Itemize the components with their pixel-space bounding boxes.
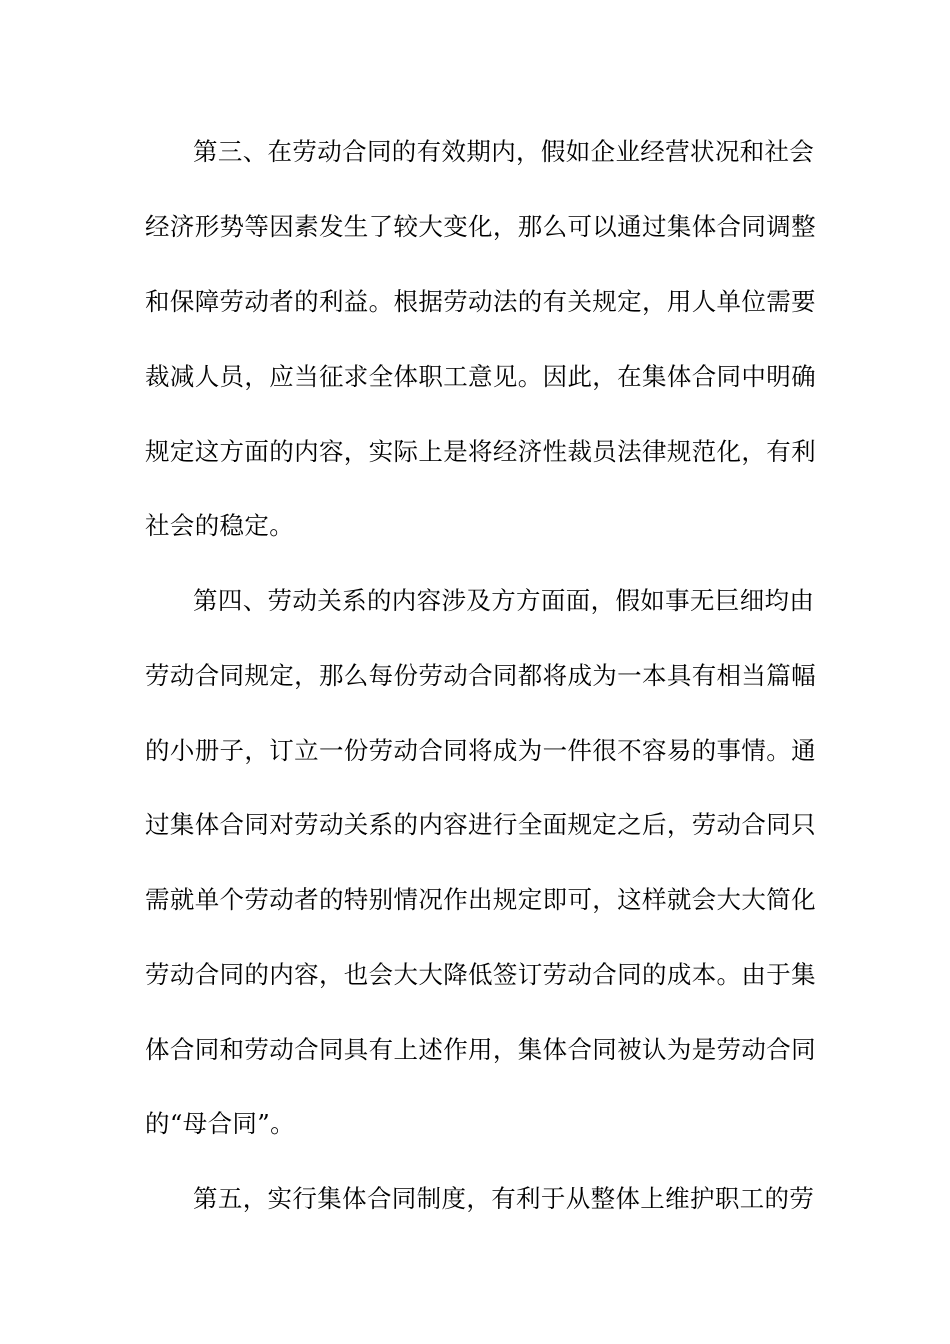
paragraph-3-line-3: 和保障劳动者的利益。根据劳动法的有关规定，用人单位需要 xyxy=(145,287,816,316)
paragraph-3-line-2: 经济形势等因素发生了较大变化，那么可以通过集体合同调整 xyxy=(145,212,816,241)
paragraph-3-line-6: 社会的稳定。 xyxy=(145,511,295,540)
paragraph-4-line-6: 劳动合同的内容，也会大大降低签订劳动合同的成本。由于集 xyxy=(145,960,816,989)
paragraph-4-line-8: 的“母合同”。 xyxy=(145,1109,295,1138)
paragraph-5-line-1: 第五，实行集体合同制度，有利于从整体上维护职工的劳 xyxy=(193,1184,815,1213)
paragraph-4-line-7: 体合同和劳动合同具有上述作用，集体合同被认为是劳动合同 xyxy=(145,1035,816,1064)
paragraph-3-line-1: 第三、在劳动合同的有效期内，假如企业经营状况和社会 xyxy=(193,137,815,166)
paragraph-4-line-2: 劳动合同规定，那么每份劳动合同都将成为一本具有相当篇幅 xyxy=(145,661,816,690)
paragraph-4-line-3: 的小册子，订立一份劳动合同将成为一件很不容易的事情。通 xyxy=(145,736,816,765)
paragraph-3-line-4: 裁减人员，应当征求全体职工意见。因此，在集体合同中明确 xyxy=(145,362,816,391)
paragraph-4-line-5: 需就单个劳动者的特别情况作出规定即可，这样就会大大简化 xyxy=(145,885,816,914)
paragraph-3-line-5: 规定这方面的内容，实际上是将经济性裁员法律规范化，有利 xyxy=(145,437,816,466)
paragraph-4-line-1: 第四、劳动关系的内容涉及方方面面，假如事无巨细均由 xyxy=(193,586,815,615)
paragraph-4-line-4: 过集体合同对劳动关系的内容进行全面规定之后，劳动合同只 xyxy=(145,810,816,839)
